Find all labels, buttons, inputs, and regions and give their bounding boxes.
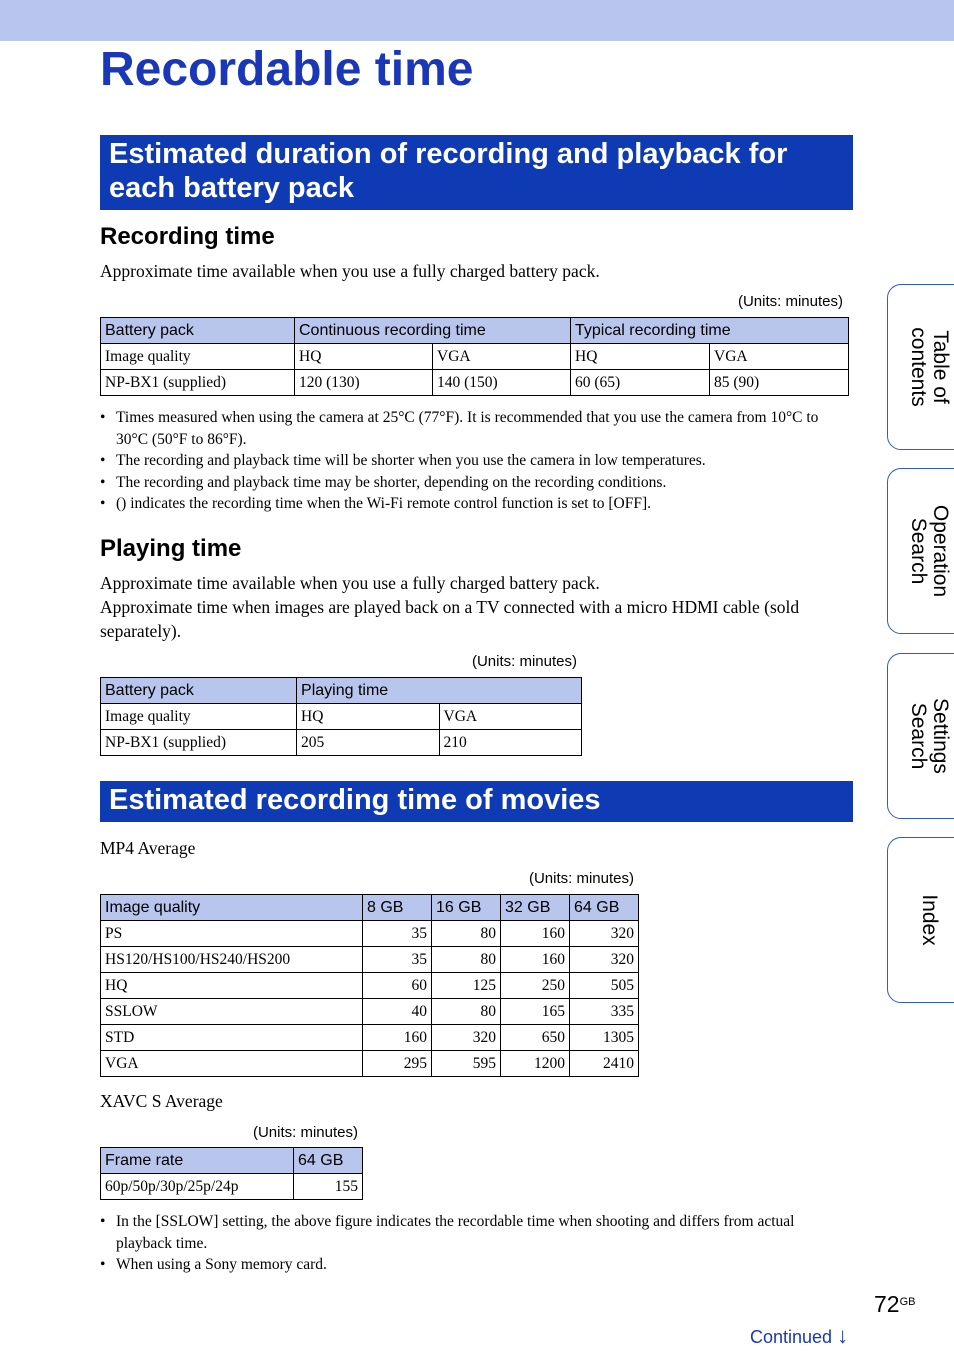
page-number xyxy=(874,1290,916,1318)
table-cell: 320 xyxy=(432,1025,501,1051)
table-row xyxy=(101,344,849,370)
xavc-units-label: (Units: minutes) xyxy=(252,1124,358,1141)
down-arrow-icon: ↓ xyxy=(837,1323,849,1348)
movie-notes-list xyxy=(100,1211,852,1276)
note-text: When using a Sony memory card. xyxy=(116,1256,327,1273)
table-cell: 320 xyxy=(570,921,639,947)
section-banner-movies: Estimated recording time of movies xyxy=(100,781,853,822)
page-number-value: 72 xyxy=(874,1291,900,1317)
table-cell: 1305 xyxy=(570,1025,639,1051)
table-cell: SSLOW xyxy=(101,999,363,1025)
table-cell: VGA xyxy=(433,344,571,370)
header-cell: Battery pack xyxy=(101,678,297,704)
mp4-table xyxy=(100,894,639,1077)
table-header-row xyxy=(101,1148,363,1174)
header-cell: Typical recording time xyxy=(571,318,849,344)
table-cell: HQ xyxy=(297,704,439,730)
header-cell: 64 GB xyxy=(570,895,639,921)
table-cell: 210 xyxy=(439,730,582,756)
mp4-caption: MP4 Average xyxy=(100,838,196,858)
tab-table-of-contents[interactable] xyxy=(887,284,954,450)
header-cell: Image quality xyxy=(101,895,363,921)
recording-time-heading: Recording time xyxy=(100,223,275,250)
list-item: • Times measured when using the camera at 25°C (77°F). It is recommended that you use the camera from 10°C to 30°C (50°F to 86°F). xyxy=(100,409,819,448)
tab-label-text: Table of contents xyxy=(907,327,952,407)
table-header-row xyxy=(101,678,582,704)
table-cell: VGA xyxy=(439,704,582,730)
table-cell: Image quality xyxy=(101,344,295,370)
table-cell: 160 xyxy=(501,921,570,947)
table-cell: 1200 xyxy=(501,1051,570,1077)
table-cell: HQ xyxy=(101,973,363,999)
note-text: () indicates the recording time when the Wi-Fi remote control function is set to [OFF]. xyxy=(116,495,652,512)
recording-time-intro: Approximate time available when you use a fully charged battery pack. xyxy=(100,261,600,281)
table-row xyxy=(101,1051,639,1077)
tab-operation-search[interactable] xyxy=(887,468,954,634)
tab-label xyxy=(907,698,951,774)
table-header-row xyxy=(101,895,639,921)
table-cell: HQ xyxy=(295,344,433,370)
playing-time-heading: Playing time xyxy=(100,535,242,562)
header-cell: 32 GB xyxy=(501,895,570,921)
table-cell: 140 (150) xyxy=(433,370,571,396)
xavc-caption: XAVC S Average xyxy=(100,1091,223,1111)
playing-time-intro-2: Approximate time when images are played back on a TV connected with a micro HDMI cable (sold separately). xyxy=(100,597,800,641)
note-text: The recording and playback time may be shorter, depending on the recording conditions. xyxy=(116,473,667,491)
table-cell: 125 xyxy=(432,973,501,999)
header-cell: 64 GB xyxy=(294,1148,363,1174)
header-cell: 8 GB xyxy=(363,895,432,921)
table-cell: 335 xyxy=(570,999,639,1025)
table-cell: 80 xyxy=(432,947,501,973)
tab-index[interactable] xyxy=(887,837,954,1003)
top-banner-bar xyxy=(0,0,954,41)
tab-settings-search[interactable] xyxy=(887,653,954,819)
table-cell: 295 xyxy=(363,1051,432,1077)
table-cell: 155 xyxy=(294,1174,363,1200)
table-cell: 60 (65) xyxy=(571,370,710,396)
list-item: • When using a Sony memory card. xyxy=(100,1256,327,1273)
table-row xyxy=(101,947,639,973)
table-row xyxy=(101,921,639,947)
recording-notes-list xyxy=(100,407,852,515)
playing-time-intro-1: Approximate time available when you use a fully charged battery pack. xyxy=(100,573,600,593)
page-title: Recordable time xyxy=(100,43,474,96)
table-cell: VGA xyxy=(101,1051,363,1077)
table-cell: 40 xyxy=(363,999,432,1025)
table-cell: 505 xyxy=(570,973,639,999)
recording-units-label: (Units: minutes) xyxy=(737,293,843,310)
table-cell: 80 xyxy=(432,921,501,947)
header-cell: Playing time xyxy=(297,678,582,704)
table-cell: 320 xyxy=(570,947,639,973)
note-text: In the [SSLOW] setting, the above figure indicates the recordable time when shooting and differs from actual playback time. xyxy=(116,1213,795,1252)
table-row xyxy=(101,370,849,396)
table-cell: VGA xyxy=(710,344,849,370)
table-row xyxy=(101,973,639,999)
table-row xyxy=(101,1025,639,1051)
table-cell: 160 xyxy=(501,947,570,973)
tab-label xyxy=(907,505,951,597)
tab-label-text: Operation Search xyxy=(907,504,952,598)
table-cell: 165 xyxy=(501,999,570,1025)
table-cell: 85 (90) xyxy=(710,370,849,396)
table-cell: 205 xyxy=(297,730,439,756)
page-number-suffix: GB xyxy=(899,1296,916,1308)
recording-time-table xyxy=(100,317,849,396)
header-cell: Frame rate xyxy=(101,1148,294,1174)
continued-link[interactable] xyxy=(750,1324,848,1349)
table-row xyxy=(101,730,582,756)
table-cell: 250 xyxy=(501,973,570,999)
note-text: The recording and playback time will be shorter when you use the camera in low temperatures. xyxy=(116,452,706,469)
note-text: Times measured when using the camera at 25°C (77°F). It is recommended that you use the camera from 10°C to 30°C (50°F to 86°F). xyxy=(116,409,819,448)
table-cell: NP-BX1 (supplied) xyxy=(101,370,295,396)
playing-time-table xyxy=(100,677,582,756)
table-cell: 2410 xyxy=(570,1051,639,1077)
tab-label-text: Index xyxy=(918,894,941,946)
tab-label-text: Settings Search xyxy=(907,698,952,774)
table-cell: PS xyxy=(101,921,363,947)
list-item: • The recording and playback time will be shorter when you use the camera in low temperatures. xyxy=(100,452,706,469)
mp4-units-label: (Units: minutes) xyxy=(528,870,634,887)
table-cell: 650 xyxy=(501,1025,570,1051)
table-cell: 160 xyxy=(363,1025,432,1051)
header-cell: Continuous recording time xyxy=(295,318,571,344)
xavc-table xyxy=(100,1147,363,1200)
table-row xyxy=(101,1174,363,1200)
table-cell: 120 (130) xyxy=(295,370,433,396)
tab-label xyxy=(918,894,940,945)
section-banner-battery: Estimated duration of recording and playback for each battery pack xyxy=(100,135,853,210)
table-header-row xyxy=(101,318,849,344)
table-row xyxy=(101,999,639,1025)
table-cell: HS120/HS100/HS240/HS200 xyxy=(101,947,363,973)
table-cell: Image quality xyxy=(101,704,297,730)
table-cell: STD xyxy=(101,1025,363,1051)
table-cell: 60 xyxy=(363,973,432,999)
table-cell: 80 xyxy=(432,999,501,1025)
table-cell: 595 xyxy=(432,1051,501,1077)
table-row xyxy=(101,704,582,730)
table-cell: 60p/50p/30p/25p/24p xyxy=(101,1174,294,1200)
list-item: • () indicates the recording time when the Wi-Fi remote control function is set to [OFF]. xyxy=(100,495,652,512)
header-cell: Battery pack xyxy=(101,318,295,344)
list-item: • The recording and playback time may be shorter, depending on the recording conditions. xyxy=(100,473,667,491)
list-item: • In the [SSLOW] setting, the above figure indicates the recordable time when shooting and differs from actual playback time. xyxy=(100,1213,795,1252)
table-cell: 35 xyxy=(363,921,432,947)
table-cell: HQ xyxy=(571,344,710,370)
continued-label: Continued xyxy=(750,1327,833,1347)
tab-label xyxy=(907,327,951,406)
table-cell: 35 xyxy=(363,947,432,973)
playing-units-label: (Units: minutes) xyxy=(471,653,577,670)
table-cell: NP-BX1 (supplied) xyxy=(101,730,297,756)
header-cell: 16 GB xyxy=(432,895,501,921)
